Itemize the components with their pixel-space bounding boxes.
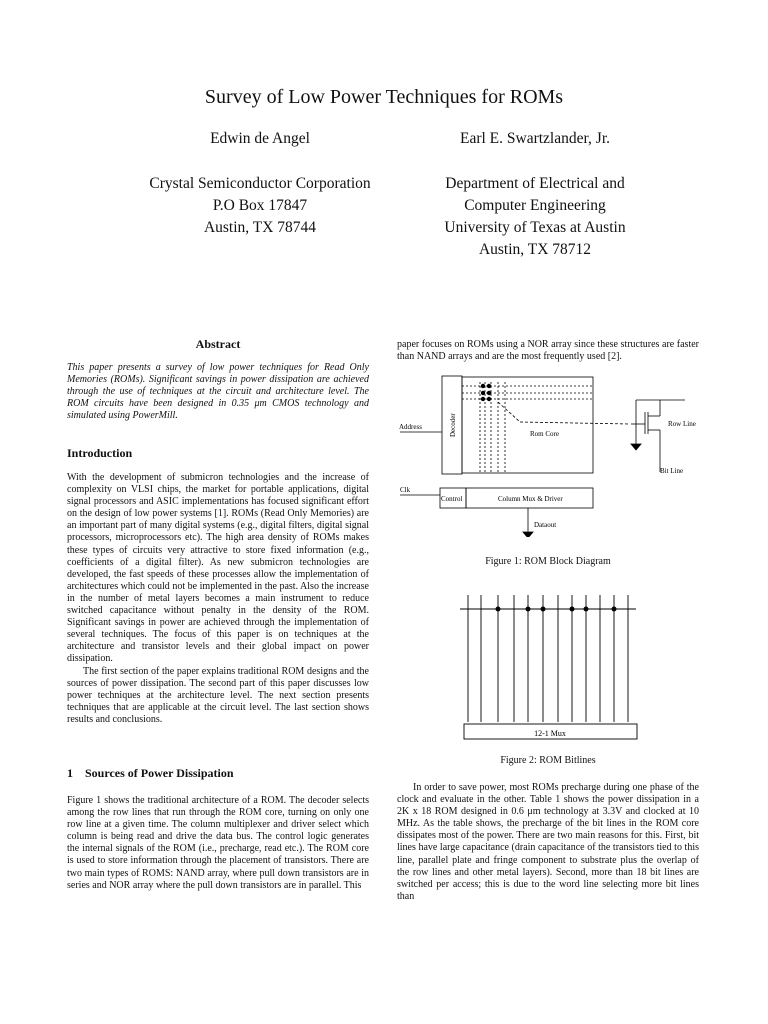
control-label: Control [441,495,463,503]
affiliation-line: Austin, TX 78744 [203,219,317,236]
right-column-top-text: paper focuses on ROMs using a NOR array since these structures are faster than NAND arrays and are the most frequently used [2]. [397,339,699,363]
introduction-paragraph-2: The first section of the paper explains traditional ROM designs and the sources of power dissipation. The second part of this paper discusses low power techniques at the architecture level. The next section presents techniques that are applicable at the circuit level. The last section shows results and conclusions. [67,665,369,725]
author-1-affiliation [90,173,430,239]
affiliation-line: Austin, TX 78712 [478,241,592,258]
introduction-heading: Introduction [67,446,133,460]
right-column-bottom-text: In order to save power, most ROMs precharge during one phase of the clock and evaluate in the other. Table 1 shows the power dissipation in a 2K x 18 ROM designed in 0.6 μm technology at 3.3V and clocked at 10 MHz. As the table shows, the precharge of the bit lines in the ROM core dissipates most of the power. There are two main reasons for this. First, bit lines have large capacitance (drain capacitance of the transistors tied to this line, parallel plate and fringe component to substrate plus the overlap of the row lines and other metal layers). Second, more than 18 bit lines are switched per access; this is due to the word line selecting more bit lines than [397,782,699,902]
bit-line-label: Bit Line [660,467,684,475]
section-1-heading [67,766,234,781]
affiliation-line: University of Texas at Austin [444,219,626,236]
column-mux-label: Column Mux & Driver [498,495,563,503]
affiliation-line: Computer Engineering [464,197,606,214]
section-title: Sources of Power Dissipation [85,766,234,780]
dataout-label: Dataout [534,521,557,529]
affiliation-line: Department of Electrical and [445,175,625,192]
author-2-affiliation [400,173,670,261]
affiliation-line: P.O Box 17847 [212,197,308,214]
author-1-name: Edwin de Angel [210,130,310,147]
row-line-label: Row Line [668,420,696,428]
clk-label: Clk [400,486,411,494]
introduction-paragraph-1: With the development of submicron technologies and the increase of complexity on VLSI chips, the market for portable applications, digital signal processors and ASIC implementations has focused significant effort on the design of low power systems [1]. ROMs (Read Only Memories) are an important part of many digital systems (e.g., digital filters, digital signal processors, microprocessors etc). The high area density of ROMs makes these types of circuits very attractive to store fixed information (e.g., coefficients of a digital filter). As new submicron technologies are developed, the fast speeds of these processes allow the implementation of architectures which could not be implemented in the past. Also the increase in the number of metal layers becomes a main instrument to reduce switched capacitance without penalty in the density of the ROM. Significant savings in power are achieved through the implementation of several techniques. The focus of this paper is on techniques at the architecture and transistor levels and their global impact on power dissipation. [67,472,369,665]
section-number: 1 [67,766,73,780]
address-label: Address [399,423,422,431]
figure-1-caption: Figure 1: ROM Block Diagram [485,556,611,567]
decoder-label: Decoder [449,413,457,437]
section-1-text: Figure 1 shows the traditional architecture of a ROM. The decoder selects among the row lines that run through the ROM core, turning on only one row line at a given time. The column multiplexer and driver select which column is being read and drive the data bus. The control logic generates the internal signals of the ROM (i.e., precharge, read etc.). The ROM core is used to store information through the placement of transistors. There are two main types of ROMS: NAND array, where pull down transistors are in series and NOR array where the pull down transistors are in parallel. This [67,795,369,891]
abstract-text: This paper presents a survey of low power techniques for Read Only Memories (ROMs). Significant savings in power dissipation are achieved through the use of techniques at the circuit and architecture level. The ROM circuits have been designed in 0.35 μm CMOS technology and simulated using PowerMill. [67,362,369,422]
affiliation-line: Crystal Semiconductor Corporation [149,175,371,192]
figure-2-diagram [458,590,643,745]
paper-title: Survey of Low Power Techniques for ROMs [204,86,564,108]
rom-core-label: Rom Core [530,430,559,438]
figure-2-caption: Figure 2: ROM Bitlines [500,755,596,766]
introduction-body [67,472,369,726]
author-2-name: Earl E. Swartzlander, Jr. [459,130,611,147]
figure-1-diagram [395,372,705,537]
abstract-heading: Abstract [195,337,241,351]
mux-label: 12-1 Mux [534,729,566,738]
